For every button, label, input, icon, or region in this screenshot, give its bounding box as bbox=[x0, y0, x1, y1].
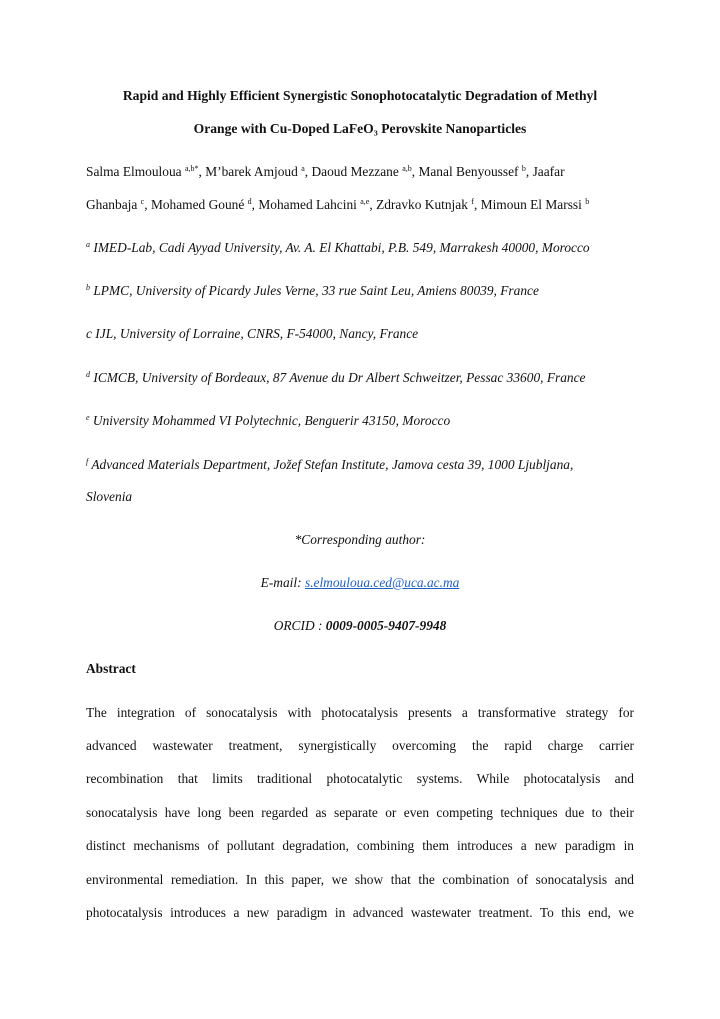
author-name: Mohamed Gouné bbox=[150, 197, 245, 212]
corresponding-email-line bbox=[86, 575, 634, 591]
paper-title-line-1: Rapid and Highly Efficient Synergistic Sonophotocatalytic Degradation of Methyl bbox=[122, 88, 598, 103]
email-link[interactable]: s.elmouloua.ced@uca.ac.ma bbox=[304, 575, 460, 590]
author-name: Ghanbaja bbox=[86, 197, 138, 212]
affiliation-mark: e bbox=[86, 413, 90, 422]
orcid-id: 0009-0005-9407-9948 bbox=[325, 618, 447, 633]
email-label: E-mail: bbox=[260, 575, 305, 590]
affiliation-f-continued bbox=[86, 489, 634, 505]
abstract-line: sonocatalysis have long been regarded as separate or even competing techniques due to their bbox=[86, 805, 634, 820]
orcid-line bbox=[86, 618, 634, 634]
author-affiliation-mark: a,e bbox=[360, 197, 370, 206]
abstract-heading: Abstract bbox=[86, 661, 136, 676]
author-list-line-2: Ghanbaja $^c$, Mohamed Gouné $^d$, Mohamed Lahcini $^{a,e}$, Zdravko Kutnjak $^f$, Mimoun El Marssi $^b$ bbox=[86, 197, 590, 212]
affiliation-text: Advanced Materials Department, Jožef Stefan Institute, Jamova cesta 39, 1000 Ljubljana, bbox=[91, 457, 574, 472]
affiliation-text: LPMC, University of Picardy Jules Verne, 33 rue Saint Leu, Amiens 80039, France bbox=[93, 283, 539, 298]
abstract-line: recombination that limits traditional photocatalytic systems. While photocatalysis and bbox=[86, 771, 634, 786]
affiliation-text: Slovenia bbox=[86, 489, 133, 504]
affiliation-f bbox=[86, 457, 634, 473]
abstract-line: distinct mechanisms of pollutant degradation, combining them introduces a new paradigm in bbox=[86, 838, 634, 853]
affiliation-text: c IJL, University of Lorraine, CNRS, F-54000, Nancy, France bbox=[86, 326, 419, 341]
orcid-label: ORCID : bbox=[273, 618, 326, 633]
corresponding-author-label: *Corresponding author: bbox=[294, 532, 426, 547]
author-affiliation-mark: b bbox=[585, 197, 590, 206]
author-name: M’barek Amjoud bbox=[205, 164, 298, 179]
affiliation-c bbox=[86, 326, 634, 342]
author-name: Daoud Mezzane bbox=[311, 164, 399, 179]
affiliation-mark: f bbox=[86, 457, 89, 466]
abstract-line: advanced wastewater treatment, synergistically overcoming the rapid charge carrier bbox=[86, 738, 634, 753]
affiliation-e bbox=[86, 413, 634, 429]
author-name: Zdravko Kutnjak bbox=[376, 197, 468, 212]
affiliation-mark: b bbox=[86, 283, 90, 292]
affiliation-d bbox=[86, 370, 634, 386]
author-name: Mimoun El Marssi bbox=[480, 197, 582, 212]
affiliation-b bbox=[86, 283, 634, 299]
author-affiliation-mark: f bbox=[471, 197, 474, 206]
affiliation-text: IMED-Lab, Cadi Ayyad University, Av. A. El Khattabi, P.B. 549, Marrakesh 40000, Morocco bbox=[93, 240, 590, 255]
abstract-line: photocatalysis introduces a new paradigm in advanced wastewater treatment. To this end, we bbox=[86, 905, 634, 920]
author-affiliation-mark: a,b bbox=[402, 164, 412, 173]
author-name: Salma Elmouloua bbox=[86, 164, 182, 179]
author-affiliation-mark: b bbox=[521, 164, 526, 173]
abstract-line: environmental remediation. In this paper, we show that the combination of sonocatalysis and bbox=[86, 872, 634, 887]
author-list-line-1: Salma Elmouloua $^{a,b*}$, M’barek Amjoud $^a$, Daoud Mezzane $^{a,b}$, Manal Benyoussef $^b$, Jaafar bbox=[86, 164, 565, 179]
author-affiliation-mark: c bbox=[140, 197, 145, 206]
affiliation-mark: a bbox=[86, 240, 90, 249]
paper-title-line-2: Orange with Cu-Doped LaFeO₃ Perovskite Nanoparticles bbox=[193, 121, 527, 136]
affiliation-a bbox=[86, 240, 634, 256]
author-affiliation-mark: d bbox=[247, 197, 252, 206]
affiliation-text: ICMCB, University of Bordeaux, 87 Avenue du Dr Albert Schweitzer, Pessac 33600, France bbox=[93, 370, 586, 385]
affiliation-text: University Mohammed VI Polytechnic, Benguerir 43150, Morocco bbox=[92, 413, 451, 428]
author-name: Manal Benyoussef bbox=[418, 164, 519, 179]
author-affiliation-mark: a,b* bbox=[184, 164, 199, 173]
author-name: Jaafar bbox=[532, 164, 565, 179]
author-name: Mohamed Lahcini bbox=[258, 197, 357, 212]
author-affiliation-mark: a bbox=[301, 164, 305, 173]
affiliation-mark: d bbox=[86, 370, 90, 379]
abstract-line: The integration of sonocatalysis with photocatalysis presents a transformative strategy for bbox=[86, 705, 634, 720]
